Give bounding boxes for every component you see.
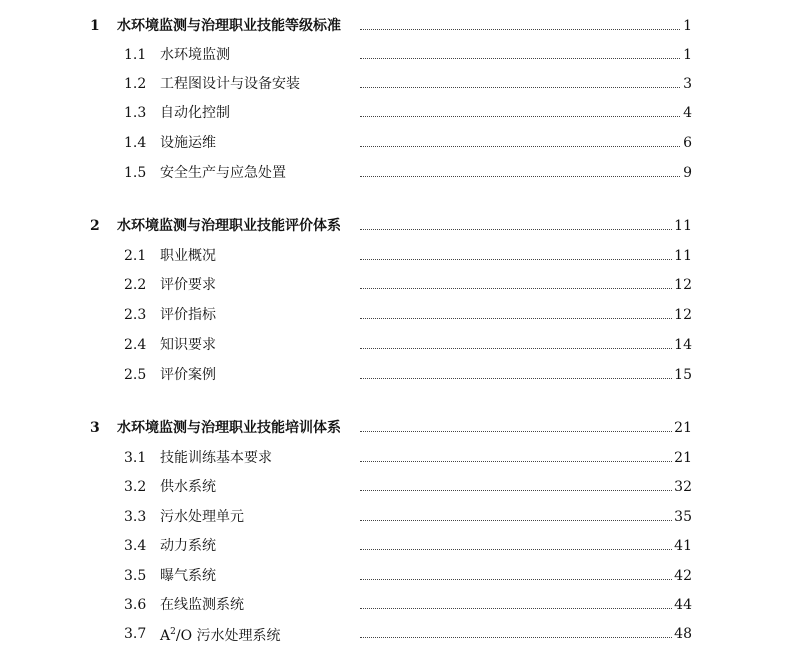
page-number: 21: [672, 417, 692, 439]
dot-leader: [360, 116, 686, 117]
toc-section-3-4[interactable]: [0, 535, 790, 557]
section-title: 水环境监测: [160, 44, 232, 66]
section-number: 2.1: [124, 248, 147, 264]
page-number: 35: [672, 506, 692, 528]
section-number: 2.2: [124, 277, 147, 293]
toc-chapter-1[interactable]: [0, 15, 790, 37]
section-number: 3.4: [124, 538, 147, 554]
section-number: 1.4: [124, 135, 147, 151]
toc-section-3-1[interactable]: [0, 447, 790, 469]
chapter-title: 水环境监测与治理职业技能等级标准: [117, 15, 343, 37]
toc-section-2-5[interactable]: [0, 364, 790, 386]
dot-leader: [360, 490, 686, 491]
section-title: 动力系统: [160, 535, 218, 557]
dot-leader: [360, 87, 686, 88]
chapter-title: 水环境监测与治理职业技能培训体系: [117, 417, 343, 439]
section-title-suffix: /O 污水处理系统: [175, 628, 281, 644]
section-number: 3.6: [124, 597, 147, 613]
section-title-prefix: A: [160, 628, 171, 644]
section-title-superscript: 2: [170, 627, 176, 637]
toc-section-3-2[interactable]: [0, 476, 790, 498]
dot-leader: [360, 259, 686, 260]
dot-leader: [360, 431, 686, 432]
section-title: 自动化控制: [160, 102, 232, 124]
section-title: 评价要求: [160, 274, 218, 296]
toc-section-1-2[interactable]: [0, 73, 790, 95]
toc-section-2-2[interactable]: [0, 274, 790, 296]
toc-section-1-5[interactable]: [0, 162, 790, 184]
toc-section-2-1[interactable]: [0, 245, 790, 267]
section-number: 3.3: [124, 509, 147, 525]
section-number: 2.3: [124, 307, 147, 323]
section-title: 污水处理单元: [160, 506, 246, 528]
dot-leader: [360, 579, 686, 580]
page-number: 15: [672, 364, 692, 386]
dot-leader: [360, 29, 686, 30]
section-title: [160, 621, 283, 647]
toc-section-3-6[interactable]: [0, 594, 790, 616]
page-number: 41: [672, 535, 692, 557]
dot-leader: [360, 288, 686, 289]
dot-leader: [360, 461, 686, 462]
section-title: 曝气系统: [160, 565, 218, 587]
page-number: 11: [672, 215, 692, 237]
toc-section-2-3[interactable]: [0, 304, 790, 326]
section-number: 1.2: [124, 76, 147, 92]
chapter-number: 2: [90, 218, 100, 234]
section-title: 设施运维: [160, 132, 218, 154]
section-title: 供水系统: [160, 476, 218, 498]
section-title: 知识要求: [160, 334, 218, 356]
page-number: 6: [681, 132, 692, 154]
section-number: 2.4: [124, 337, 147, 353]
page-number: 21: [672, 447, 692, 469]
toc-chapter-2[interactable]: [0, 215, 790, 237]
dot-leader: [360, 549, 686, 550]
dot-leader: [360, 378, 686, 379]
toc-section-2-4[interactable]: [0, 334, 790, 356]
toc-section-3-5[interactable]: [0, 565, 790, 587]
section-title: 职业概况: [160, 245, 218, 267]
section-number: 3.1: [124, 450, 147, 466]
page-number: 12: [672, 304, 692, 326]
section-title: 工程图设计与设备安装: [160, 73, 302, 95]
section-title: 安全生产与应急处置: [160, 162, 288, 184]
toc-section-1-1[interactable]: [0, 44, 790, 66]
toc-section-1-4[interactable]: [0, 132, 790, 154]
page-number: 44: [672, 594, 692, 616]
page-number: 1: [681, 15, 692, 37]
dot-leader: [360, 608, 686, 609]
section-number: 1.5: [124, 165, 147, 181]
page-number: 32: [672, 476, 692, 498]
section-title: 评价指标: [160, 304, 218, 326]
chapter-number: 3: [90, 420, 100, 436]
toc-chapter-3[interactable]: [0, 417, 790, 439]
section-number: 3.5: [124, 568, 147, 584]
section-number: 1.1: [124, 47, 147, 63]
dot-leader: [360, 637, 686, 638]
dot-leader: [360, 58, 686, 59]
dot-leader: [360, 348, 686, 349]
section-number: 2.5: [124, 367, 147, 383]
page-number: 4: [681, 102, 692, 124]
toc-section-3-7[interactable]: [0, 623, 790, 645]
section-number: 3.7: [124, 626, 147, 642]
dot-leader: [360, 176, 686, 177]
page-number: 14: [672, 334, 692, 356]
section-title: 评价案例: [160, 364, 218, 386]
dot-leader: [360, 318, 686, 319]
dot-leader: [360, 229, 686, 230]
section-title: 技能训练基本要求: [160, 447, 274, 469]
page-number: 3: [681, 73, 692, 95]
page-number: 12: [672, 274, 692, 296]
page-number: 1: [681, 44, 692, 66]
chapter-number: 1: [90, 18, 100, 34]
toc-section-1-3[interactable]: [0, 102, 790, 124]
section-number: 3.2: [124, 479, 147, 495]
dot-leader: [360, 146, 686, 147]
dot-leader: [360, 520, 686, 521]
toc-section-3-3[interactable]: [0, 506, 790, 528]
page-number: 9: [681, 162, 692, 184]
chapter-title: 水环境监测与治理职业技能评价体系: [117, 215, 343, 237]
section-title: 在线监测系统: [160, 594, 246, 616]
page-number: 11: [672, 245, 692, 267]
page-number: 42: [672, 565, 692, 587]
section-number: 1.3: [124, 105, 147, 121]
page-number: 48: [672, 623, 692, 645]
